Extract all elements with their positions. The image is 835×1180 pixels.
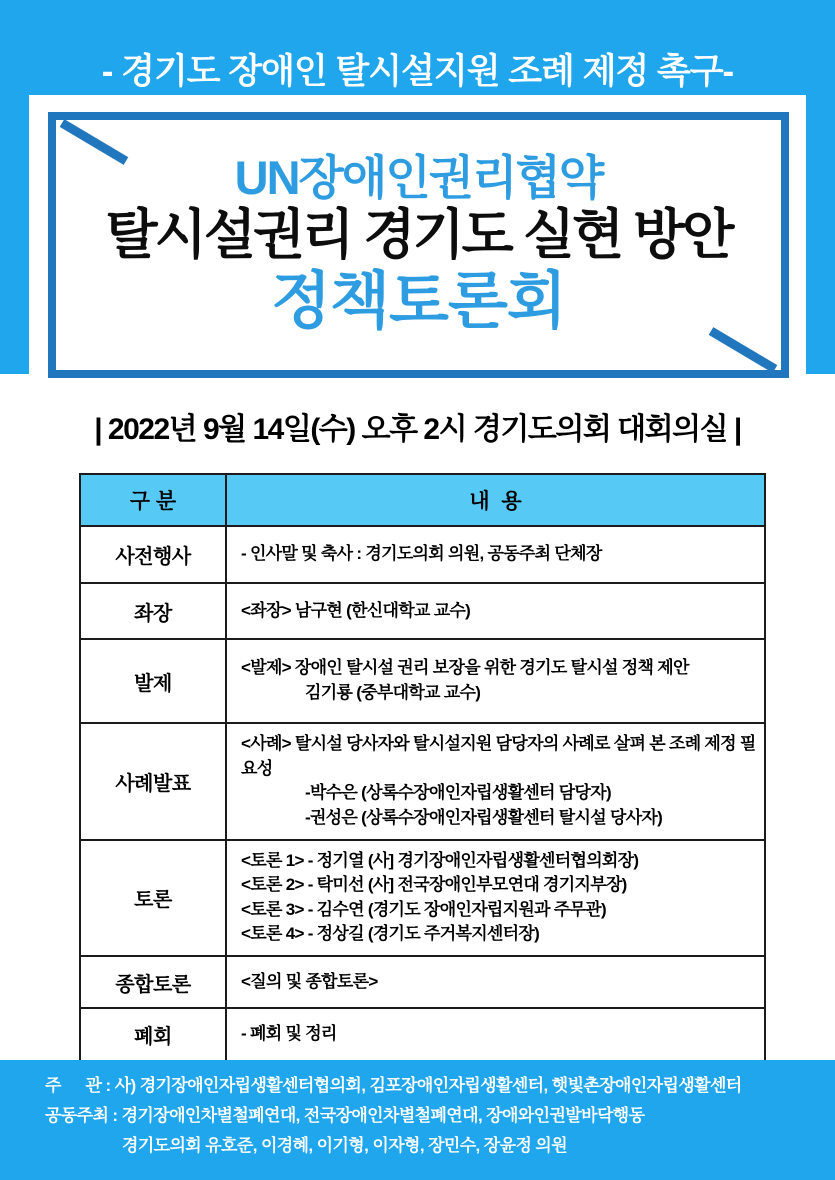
title-box (48, 112, 789, 378)
footer-line (45, 1075, 825, 1098)
schedule-table (79, 473, 766, 1062)
schedule-header-row (80, 474, 765, 526)
footer-line (45, 1135, 825, 1158)
banner-title: - 경기도 장애인 탈시설지원 조례 제정 촉구- (101, 52, 734, 91)
schedule-row (80, 840, 765, 957)
schedule-content-line: <발제> 장애인 탈시설 권리 보장을 위한 경기도 탈시설 정책 제안 (241, 658, 689, 678)
schedule-category: 사전행사 (80, 526, 226, 583)
schedule-category: 토론 (80, 840, 226, 957)
schedule-content-line: -권성은 (상록수장애인자립생활센터 탈시설 당사자) (305, 807, 663, 827)
footer-lines (45, 1075, 825, 1158)
event-datetime-location: | 2022년 9월 14일(수) 오후 2시 경기도의회 대회의실 | (94, 413, 741, 446)
schedule-content-line: -박수은 (상록수장애인자립생활센터 담당자) (305, 783, 611, 803)
schedule-row (80, 956, 765, 1008)
schedule-category: 폐회 (80, 1008, 226, 1061)
schedule-content-line: - 인사말 및 축사 : 경기도의회 의원, 공동주최 단체장 (241, 544, 602, 564)
schedule-category: 종합토론 (80, 956, 226, 1008)
schedule-category: 좌장 (80, 583, 226, 639)
title-line-main: 탈시설권리 경기도 실현 방안 (105, 205, 732, 266)
schedule-content-line: <사례> 탈시설 당사자와 탈시설지원 담당자의 사례로 살펴 본 조례 제정 필요성 (241, 734, 756, 778)
title-line-un-convention: UN장애인권리협약 (234, 151, 603, 205)
schedule-content-line: 김기룡 (중부대학교 교수) (305, 683, 481, 702)
schedule-content (226, 723, 765, 840)
schedule-content-line: <토론 3> - 김수연 (경기도 장애인자립지원과 주무관) (241, 899, 606, 919)
schedule-table-head (80, 474, 765, 526)
schedule-category: 사례발표 (80, 723, 226, 840)
footer-line-text: 경기장애인차별철폐연대, 전국장애인차별철폐연대, 장애와인권발바닥행동 (121, 1105, 645, 1125)
footer-line-text: 사) 경기장애인자립생활센터협의회, 김포장애인자립생활센터, 햇빛촌장애인자립생활센터 (114, 1076, 742, 1095)
footer-line-text: 경기도의회 유호준, 이경혜, 이기형, 이자형, 장민수, 장윤정 의원 (122, 1135, 568, 1155)
schedule-content-line: <질의 및 종합토론> (241, 971, 378, 991)
schedule-row (80, 526, 765, 583)
schedule-content-line: <토론 4> - 정상길 (경기도 주거복지센터장) (241, 924, 540, 944)
footer-line-label: 주 관 : (45, 1076, 115, 1095)
footer-line (45, 1105, 825, 1128)
schedule-table-body (80, 526, 765, 1061)
title-line-policy-forum: 정책토론회 (271, 267, 566, 337)
header-category: 구 분 (80, 474, 226, 526)
footer-organizers (0, 1060, 835, 1180)
schedule-content (226, 583, 765, 639)
schedule-content (226, 639, 765, 723)
schedule-content-line: <토론 2> - 탁미선 (사] 전국장애인부모연대 경기지부장) (241, 875, 627, 895)
schedule-content-line: - 폐회 및 정리 (241, 1024, 337, 1044)
schedule-row (80, 639, 765, 723)
schedule-row (80, 1008, 765, 1061)
schedule-content (226, 526, 765, 583)
header-content: 내 용 (226, 474, 765, 526)
schedule-content (226, 840, 765, 957)
schedule-category: 발제 (80, 639, 226, 723)
schedule-row (80, 723, 765, 840)
schedule-row (80, 583, 765, 639)
footer-line-label: 공동주최 : (45, 1105, 122, 1125)
schedule-content-line: <좌장> 남구현 (한신대학교 교수) (241, 600, 471, 620)
schedule-content (226, 956, 765, 1008)
schedule-content-line: <토론 1> - 정기열 (사] 경기장애인자립생활센터협의회장) (241, 850, 639, 870)
schedule-content (226, 1008, 765, 1061)
